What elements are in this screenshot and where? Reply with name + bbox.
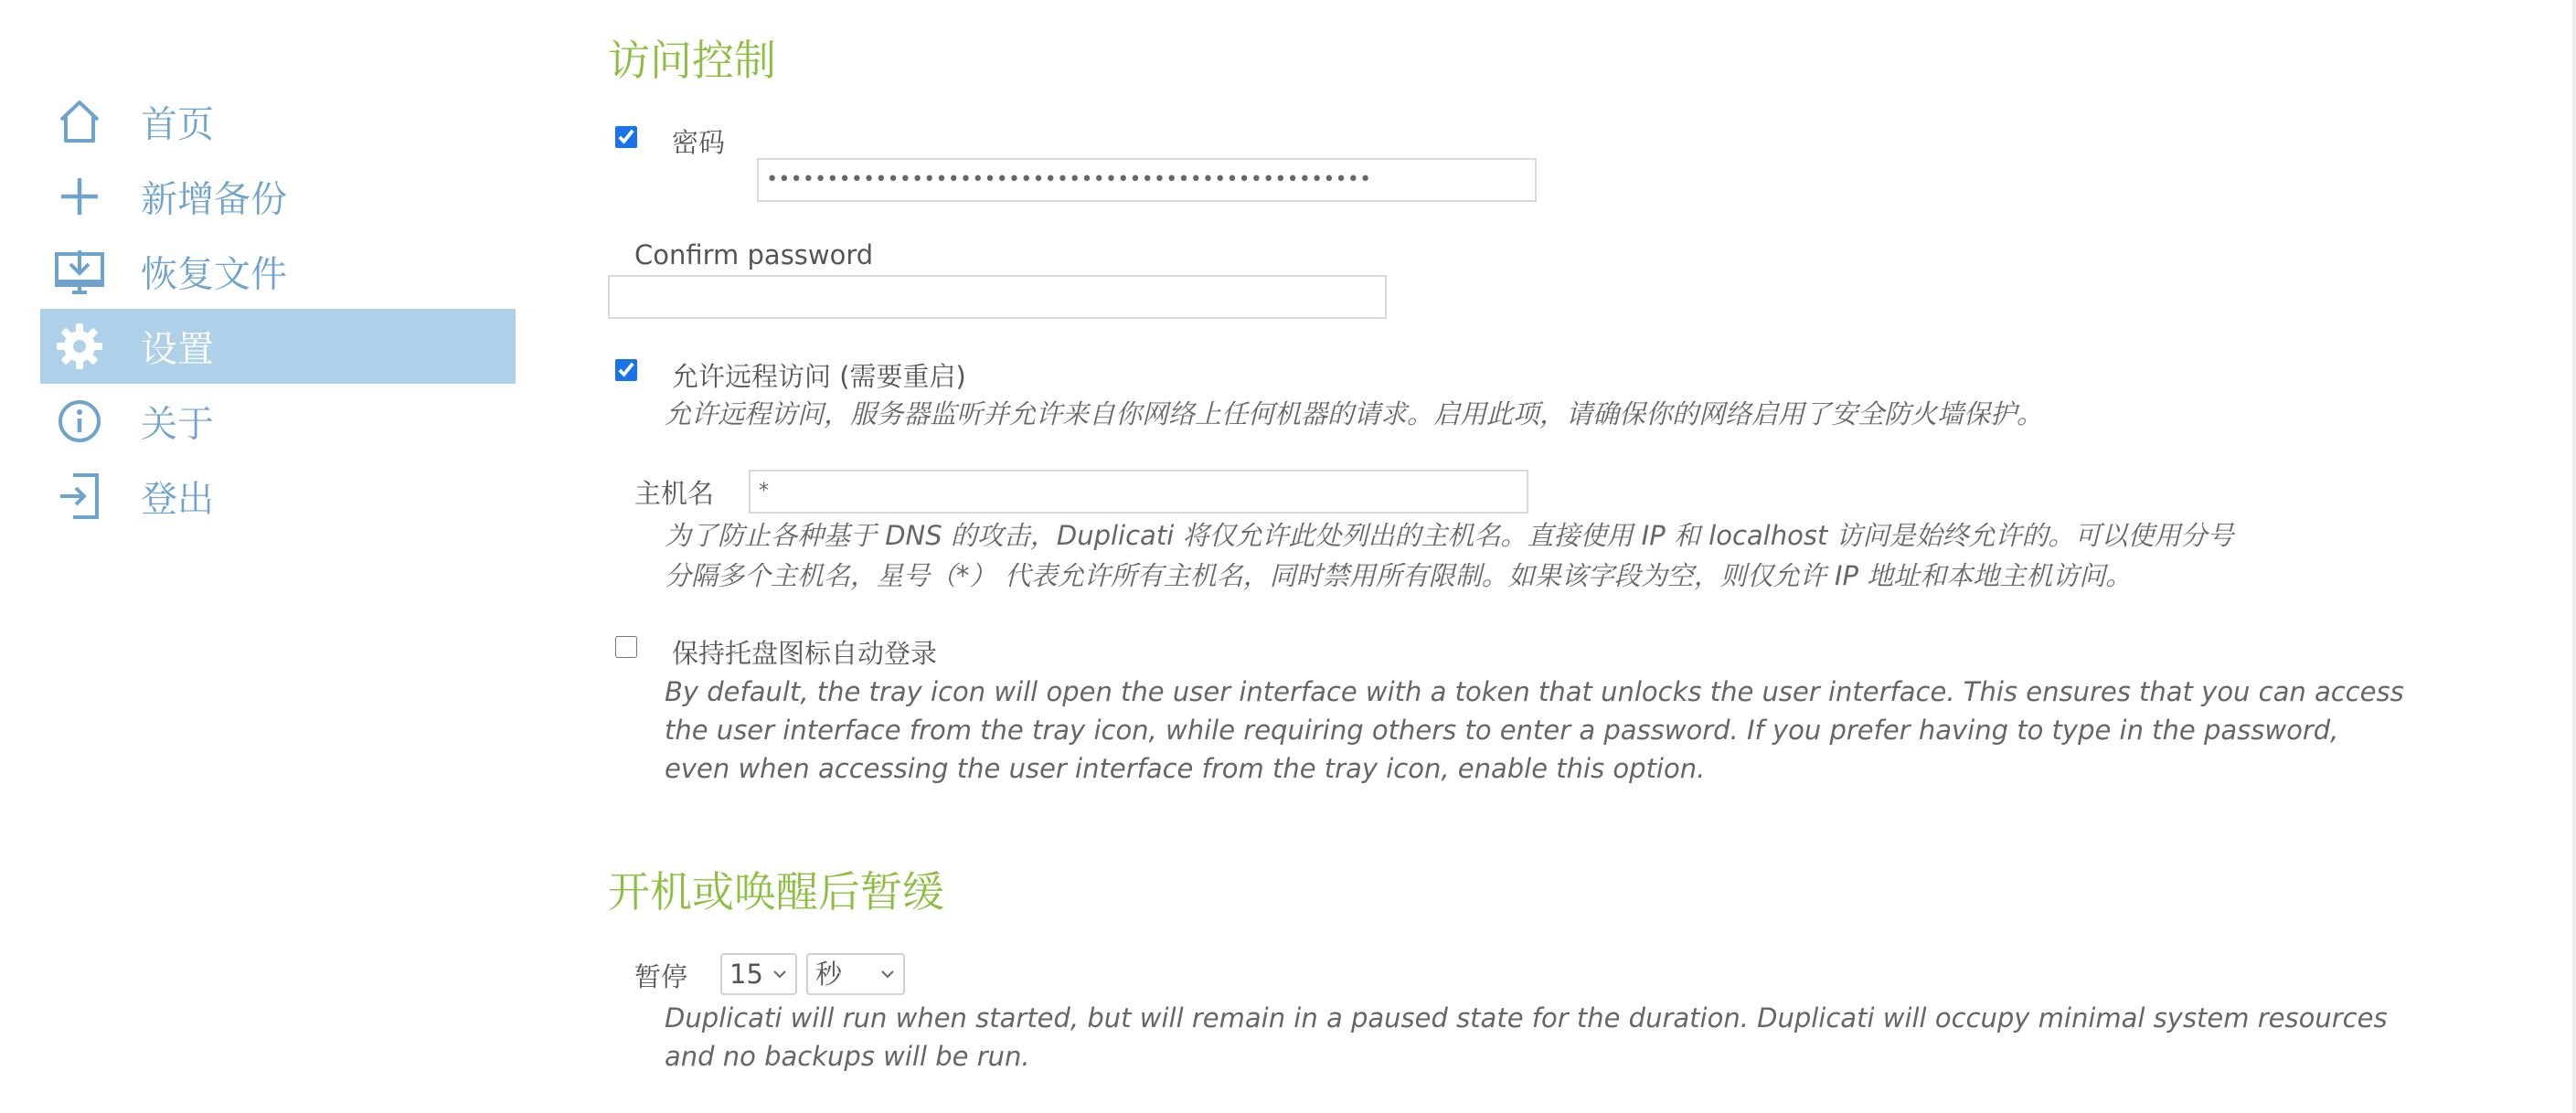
sidebar-item-about[interactable] bbox=[40, 384, 516, 459]
sidebar-item-label: 设置 bbox=[141, 328, 214, 371]
remote-access-checkbox[interactable] bbox=[615, 359, 637, 381]
chevron-down-icon bbox=[879, 966, 896, 982]
pause-description-line1: Duplicati will run when started, but will remain in a paused state for the duration. Duplicati will occupy minimal system resources bbox=[665, 1002, 2388, 1034]
hostname-label: 主机名 bbox=[634, 478, 715, 509]
tray-login-description-line2: the user interface from the tray icon, while requiring others to enter a password. If you prefer having to type in the password, bbox=[665, 715, 2339, 746]
sidebar-nav bbox=[40, 84, 516, 534]
pause-unit-select[interactable] bbox=[806, 953, 905, 995]
password-checkbox[interactable] bbox=[615, 126, 637, 148]
section-title-access-control: 访问控制 bbox=[608, 36, 776, 85]
pause-label: 暂停 bbox=[634, 961, 688, 992]
sidebar-item-add-backup[interactable] bbox=[40, 159, 516, 234]
chevron-down-icon bbox=[772, 966, 788, 982]
sidebar-item-label: 登出 bbox=[141, 478, 214, 521]
plus-icon bbox=[53, 170, 106, 223]
home-icon bbox=[53, 95, 106, 148]
pause-amount-value: 15 bbox=[729, 959, 763, 990]
section-title-pause: 开机或唤醒后暂缓 bbox=[608, 867, 944, 917]
logout-icon bbox=[53, 470, 106, 523]
sidebar-item-label: 新增备份 bbox=[141, 178, 287, 221]
info-icon bbox=[53, 395, 106, 448]
page-right-border bbox=[2572, 0, 2576, 1113]
sidebar-item-logout[interactable] bbox=[40, 459, 516, 534]
sidebar-item-home[interactable] bbox=[40, 84, 516, 159]
confirm-password-field[interactable] bbox=[608, 275, 1387, 319]
hostname-field[interactable]: * bbox=[749, 470, 1528, 514]
sidebar-item-label: 首页 bbox=[141, 103, 214, 146]
tray-login-label: 保持托盘图标自动登录 bbox=[672, 638, 938, 669]
pause-description-line2: and no backups will be run. bbox=[665, 1041, 1030, 1072]
tray-login-description-line3: even when accessing the user interface from the tray icon, enable this option. bbox=[665, 753, 1706, 784]
pause-unit-value: 秒 bbox=[815, 959, 843, 990]
pause-amount-select[interactable] bbox=[720, 953, 797, 995]
restore-icon bbox=[53, 245, 106, 298]
sidebar-item-restore[interactable] bbox=[40, 234, 516, 309]
tray-login-checkbox[interactable] bbox=[615, 636, 637, 658]
password-label: 密码 bbox=[672, 127, 726, 158]
sidebar-item-label: 关于 bbox=[141, 403, 214, 446]
tray-login-description-line1: By default, the tray icon will open the user interface with a token that unlocks the user interface. This ensures that you can access bbox=[665, 676, 2404, 707]
sidebar-item-settings[interactable] bbox=[40, 309, 516, 384]
remote-access-description: 允许远程访问，服务器监听并允许来自你网络上任何机器的请求。启用此项，请确保你的网络启用了安全防火墙保护。 bbox=[665, 398, 2044, 429]
gear-icon bbox=[53, 320, 106, 373]
hostname-description-line1: 为了防止各种基于 DNS 的攻击，Duplicati 将仅允许此处列出的主机名。直接使用 IP 和 localhost 访问是始终允许的。可以使用分号 bbox=[665, 520, 2234, 551]
password-field[interactable]: •••••••••••••••••••••••••••••••••••••••••••••••••• bbox=[757, 158, 1537, 202]
confirm-password-label: Confirm password bbox=[634, 239, 874, 270]
hostname-description-line2: 分隔多个主机名，星号（*） 代表允许所有主机名，同时禁用所有限制。如果该字段为空，则仅允许 IP 地址和本地主机访问。 bbox=[665, 560, 2133, 591]
remote-access-label: 允许远程访问 (需要重启) bbox=[672, 361, 966, 392]
sidebar-item-label: 恢复文件 bbox=[141, 253, 287, 296]
